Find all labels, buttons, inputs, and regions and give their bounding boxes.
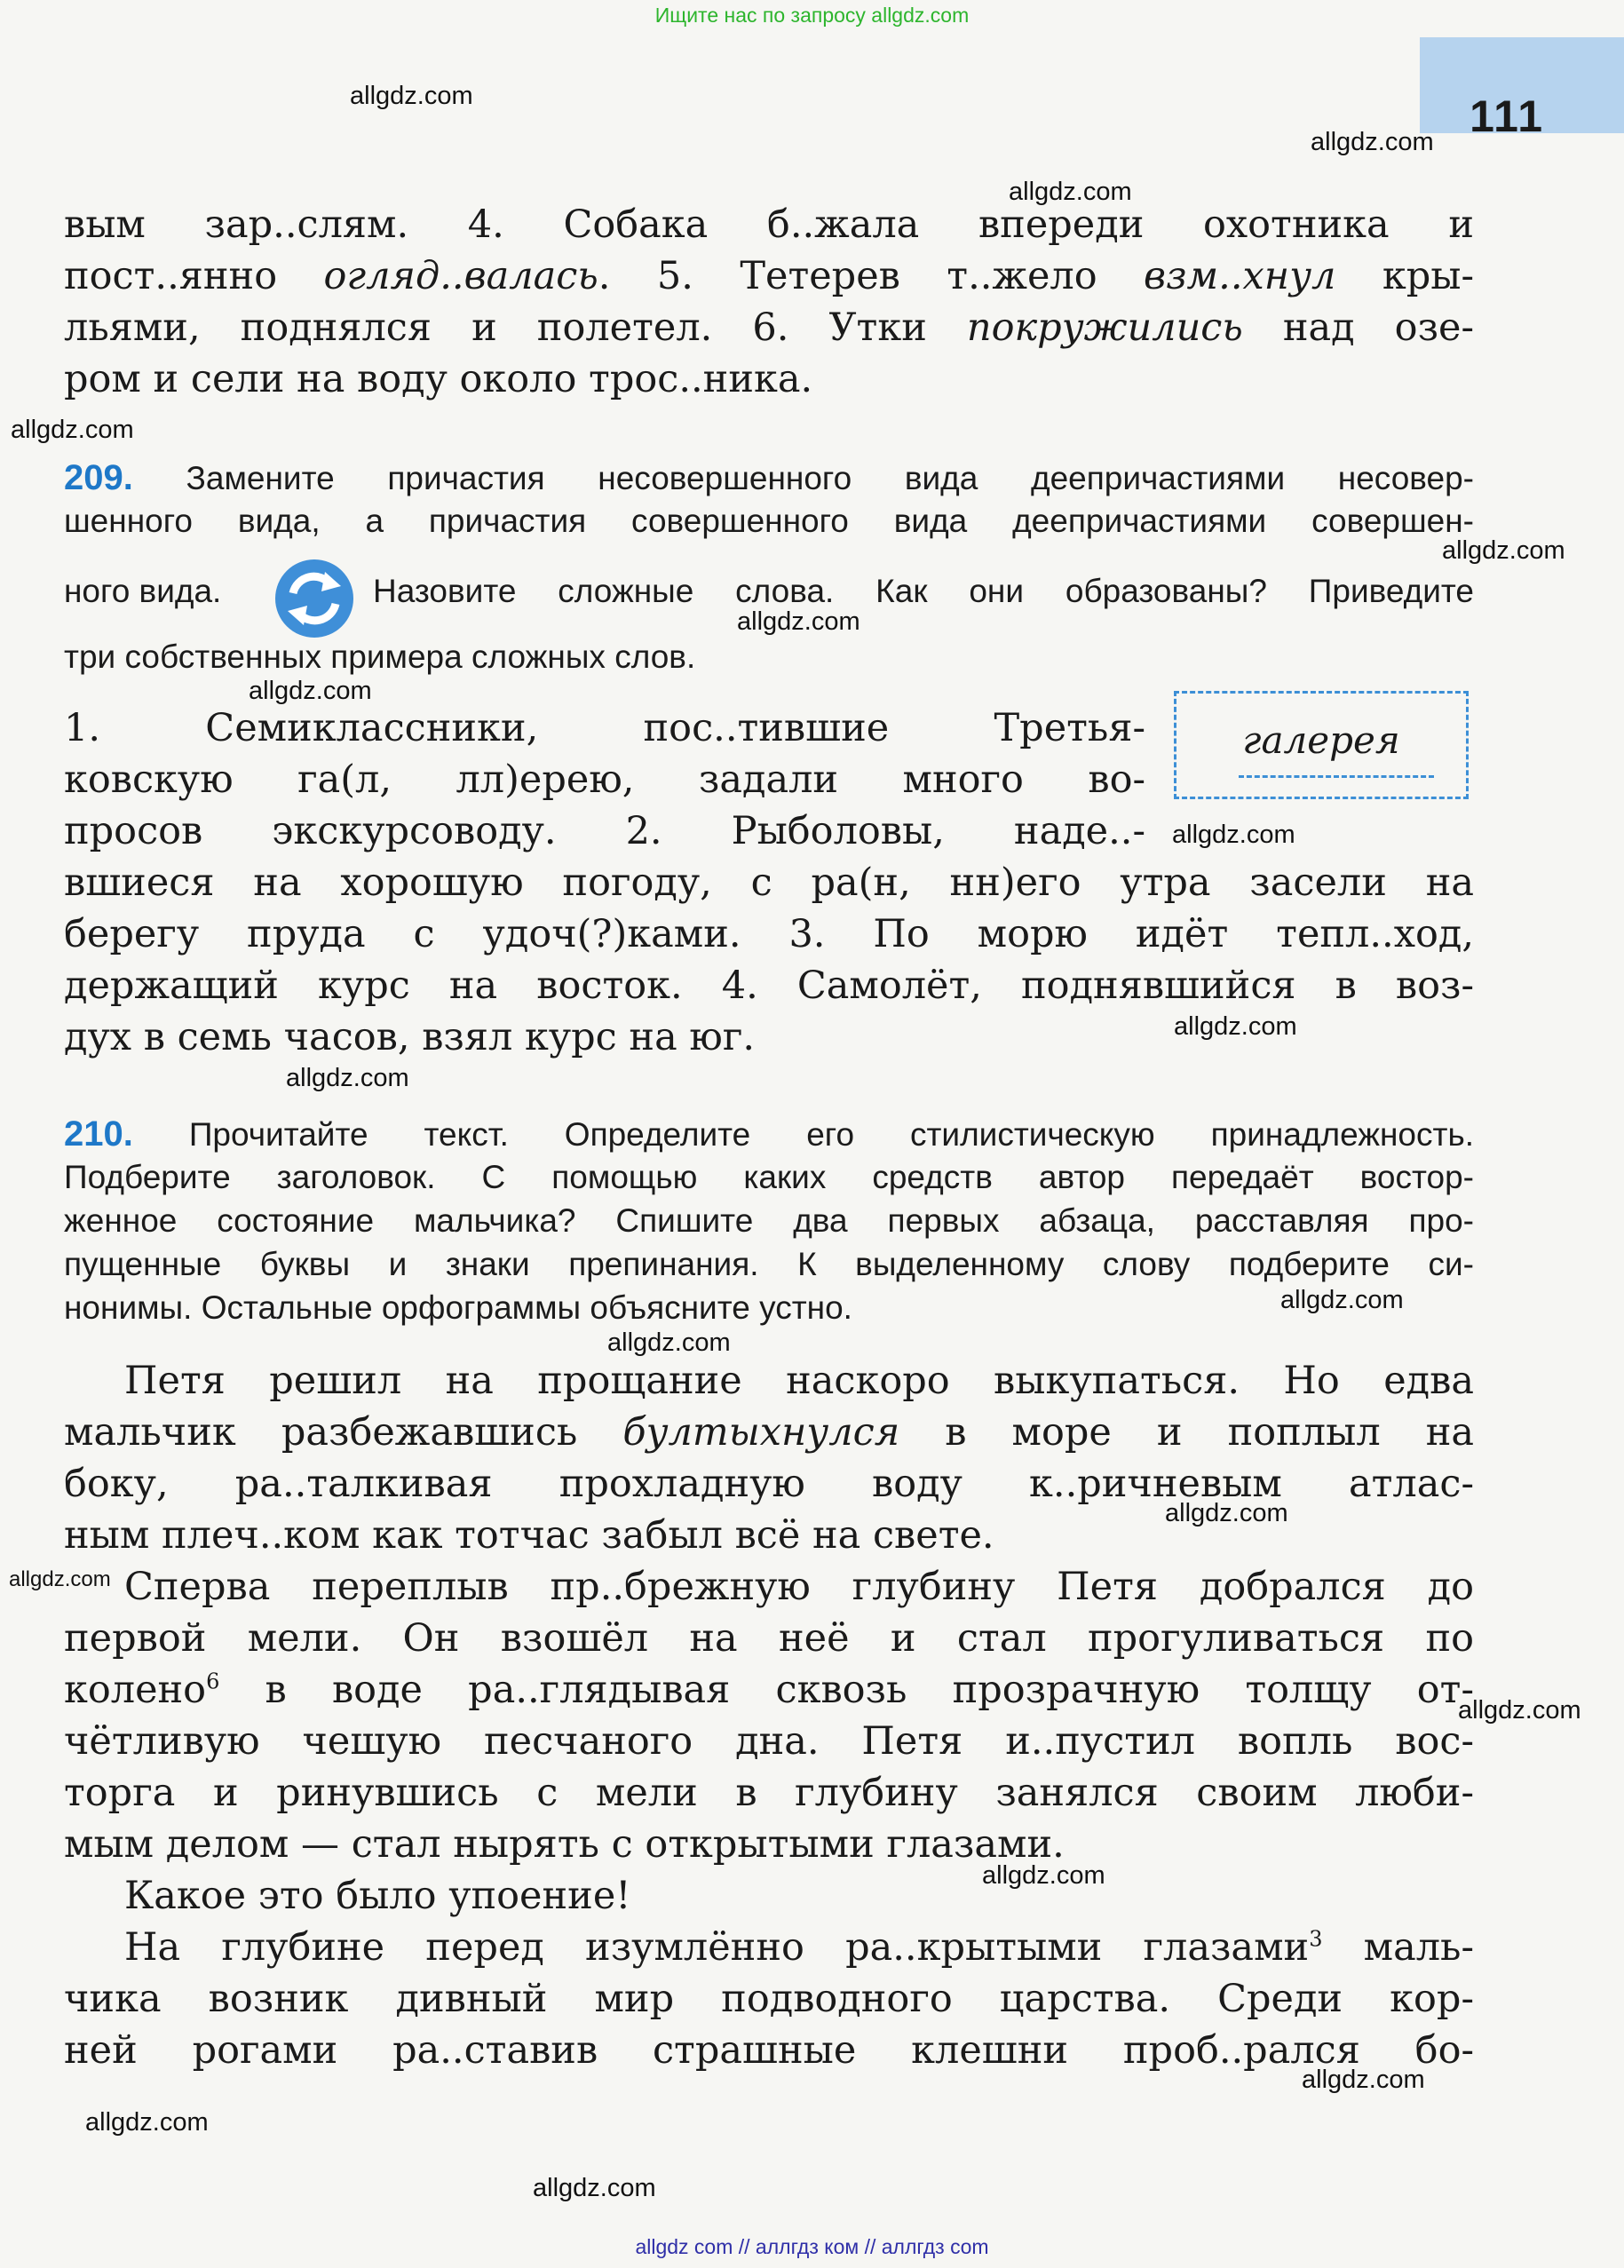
watermark[interactable]: allgdz.com: [1458, 1696, 1581, 1725]
watermark[interactable]: allgdz.com: [1302, 2066, 1425, 2094]
story-line: ным плеч..ком как тотчас забыл всё на свете.: [64, 1513, 994, 1558]
exercise-line: ковскую га(л, лл)ерею, задали много во-: [64, 757, 1145, 802]
watermark[interactable]: allgdz.com: [737, 607, 860, 636]
story-line: чика возник дивный мир подводного царства. Среди кор-: [64, 1977, 1474, 2021]
story-line: ней рогами ра..ставив страшные клешни проб..рался бо-: [64, 2028, 1474, 2073]
story-line: колено$^6$ в воде ра..глядывая сквозь прозрачную толщу от-: [64, 1668, 1474, 1712]
watermark[interactable]: allgdz.com: [982, 1861, 1105, 1890]
watermark[interactable]: allgdz.com: [1280, 1286, 1404, 1314]
story-line: Петя решил на прощание наскоро выкупаться. Но едва: [124, 1359, 1474, 1403]
exercise-line: просов экскурсоводу. 2. Рыболовы, наде..-: [64, 809, 1145, 853]
story-line: торга и ринувшись с мели в глубину занялся своим люби-: [64, 1771, 1474, 1815]
watermark[interactable]: allgdz.com: [350, 82, 473, 110]
story-line: мым делом — стал нырять с открытыми глазами.: [64, 1822, 1065, 1867]
watermark[interactable]: allgdz.com: [1442, 536, 1565, 565]
task-210-line: 210. Прочитайте текст. Определите его стилистическую принадлежность.: [64, 1114, 1474, 1154]
page-number: 111: [1470, 91, 1544, 141]
task-210-line: нонимы. Остальные орфограммы объясните устно.: [64, 1289, 852, 1326]
watermark[interactable]: allgdz.com: [249, 677, 372, 705]
repeat-arrows-icon: [273, 558, 355, 639]
watermark[interactable]: allgdz.com: [607, 1328, 731, 1357]
watermark[interactable]: allgdz.com: [1174, 1012, 1297, 1041]
task-209-line: шенного вида, а причастия совершенного вида деепричастиями совершен-: [64, 503, 1474, 539]
watermark[interactable]: allgdz.com: [11, 416, 134, 444]
exercise-line: 1. Семиклассники, пос..тившие Третья-: [64, 706, 1145, 750]
watermark[interactable]: allgdz.com: [85, 2108, 209, 2137]
text-line: льями, поднялся и полетел. 6. Утки покружились над озе-: [64, 305, 1474, 350]
story-line: Какое это было упоение!: [124, 1874, 631, 1918]
task-number: 209.: [64, 458, 133, 497]
task-210-line: Подберите заголовок. С помощью каких средств автор передаёт востор-: [64, 1159, 1474, 1195]
task-number: 210.: [64, 1114, 133, 1154]
watermark[interactable]: allgdz.com: [9, 1567, 111, 1591]
vocabulary-blank-line: [1239, 775, 1434, 778]
watermark[interactable]: allgdz.com: [1311, 128, 1434, 156]
story-line: боку, ра..талкивая прохладную воду к..ричневым атлас-: [64, 1462, 1474, 1506]
task-210-line: пущенные буквы и знаки препинания. К выделенному слову подберите си-: [64, 1246, 1474, 1282]
task-209-line: 209. Замените причастия несовершенного вида деепричастиями несовер-: [64, 458, 1474, 497]
exercise-line: вшиеся на хорошую погоду, с ра(н, нн)его утра засели на: [64, 860, 1474, 905]
watermark[interactable]: allgdz.com: [1172, 821, 1295, 849]
story-line: чётливую чешую песчаного дна. Петя и..пустил вопль вос-: [64, 1719, 1474, 1764]
text-line: пост..янно огляд..валась. 5. Тетерев т..жело взм..хнул кры-: [64, 254, 1475, 298]
exercise-line: берегу пруда с удоч(?)ками. 3. По морю идёт тепл..ход,: [64, 912, 1474, 956]
watermark[interactable]: allgdz.com: [286, 1064, 409, 1092]
watermark[interactable]: allgdz.com: [1009, 178, 1132, 206]
task-209-line: ного вида.: [64, 573, 222, 609]
watermark[interactable]: allgdz.com: [533, 2174, 656, 2202]
top-banner[interactable]: Ищите нас по запросу allgdz.com: [654, 4, 970, 27]
vocabulary-word: галерея: [1242, 718, 1400, 762]
watermark[interactable]: allgdz.com: [1165, 1499, 1288, 1527]
exercise-line: держащий курс на восток. 4. Самолёт, поднявшийся в воз-: [64, 964, 1474, 1008]
task-210-line: женное состояние мальчика? Спишите два первых абзаца, расставляя про-: [64, 1202, 1474, 1239]
task-209-line: Назовите сложные слова. Как они образованы? Приведите: [373, 573, 1474, 609]
text-line: вым зар..слям. 4. Собака б..жала впереди охотника и: [64, 202, 1474, 247]
story-line: Сперва переплыв пр..брежную глубину Петя добрался до: [124, 1565, 1474, 1609]
vocabulary-word-box: [1174, 691, 1469, 799]
story-line: первой мели. Он взошёл на неё и стал прогуливаться по: [64, 1616, 1474, 1661]
task-209-line: три собственных примера сложных слов.: [64, 638, 696, 675]
exercise-line: дух в семь часов, взял курс на юг.: [64, 1015, 756, 1059]
story-line: мальчик разбежавшись бултыхнулся в море и поплыл на: [64, 1410, 1474, 1455]
footer-links[interactable]: allgdz com // аллгдз ком // аллгдз com: [635, 2235, 989, 2258]
story-line: На глубине перед изумлённо ра..крытыми глазами$^3$ маль-: [124, 1925, 1474, 1970]
text-line: ром и сели на воду около трос..ника.: [64, 357, 813, 401]
